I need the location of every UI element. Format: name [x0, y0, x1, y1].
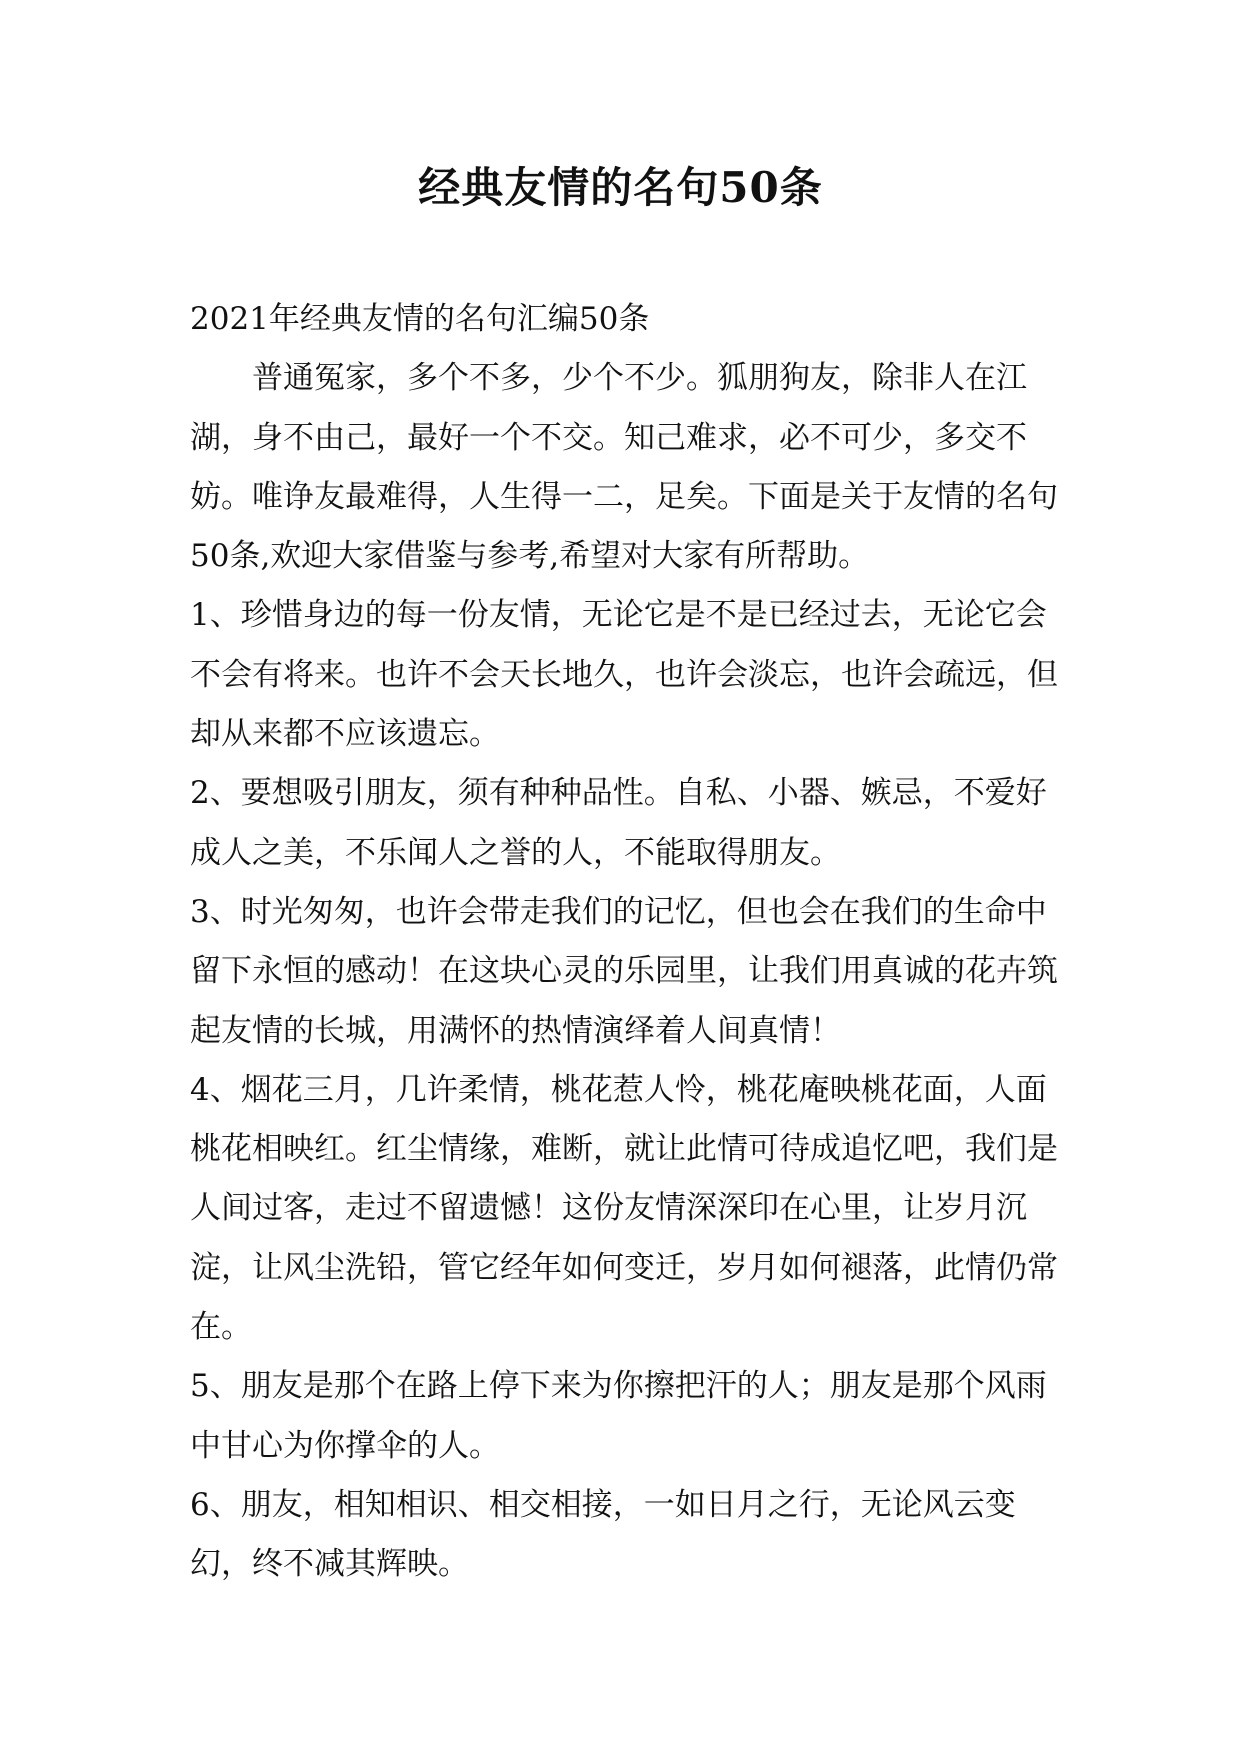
document-subtitle: 2021年经典友情的名句汇编50条 [190, 301, 650, 337]
quote-item-1: 1、珍惜身边的每一份友情，无论它是不是已经过去，无论它会不会有将来。也许不会天长地久，也许会淡忘，也许会疏远，但却从来都不应该遗忘。 [190, 597, 1058, 753]
document-body [190, 290, 1070, 1595]
intro-paragraph: 普通冤家，多个不多，少个不少。狐朋狗友，除非人在江湖，身不由己，最好一个不交。知己难求，必不可少，多交不妨。唯诤友最难得，人生得一二，足矣。下面是关于友情的名句50条,欢迎大家借鉴与参考,希望对大家有所帮助。 [190, 360, 1058, 575]
quote-item-2: 2、要想吸引朋友，须有种种品性。自私、小器、嫉忌，不爱好成人之美，不乐闻人之誉的人，不能取得朋友。 [190, 775, 1047, 871]
quote-item-6: 6、朋友，相知相识、相交相接，一如日月之行，无论风云变幻，终不减其辉映。 [190, 1486, 1016, 1583]
quote-item-5: 5、朋友是那个在路上停下来为你擦把汗的人；朋友是那个风雨中甘心为你撑伞的人。 [190, 1368, 1047, 1464]
document-title: 经典友情的名句50条 [418, 163, 823, 212]
quote-item-3: 3、时光匆匆，也许会带走我们的记忆，但也会在我们的生命中留下永恒的感动！在这块心灵的乐园里，让我们用真诚的花卉筑起友情的长城，用满怀的热情演绎着人间真情！ [190, 893, 1058, 1049]
quote-item-4: 4、烟花三月，几许柔情，桃花惹人怜，桃花庵映桃花面，人面桃花相映红。红尘情缘，难断，就让此情可待成追忆吧，我们是人间过客，走过不留遗憾！这份友情深深印在心里，让岁月沉淀，让风尘洗铅，管它经年如何变迁，岁月如何褪落，此情仍常在。 [190, 1071, 1058, 1346]
